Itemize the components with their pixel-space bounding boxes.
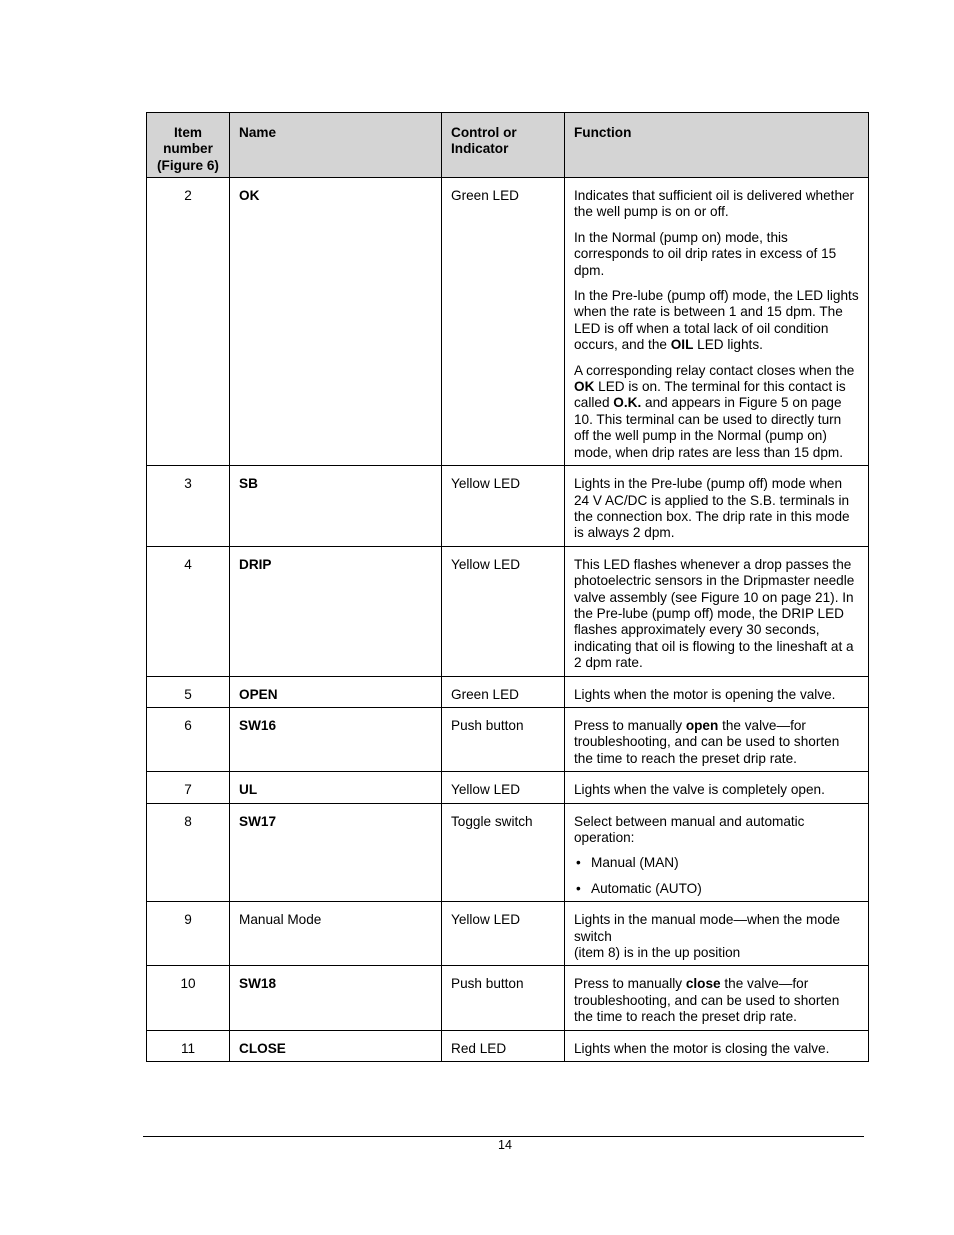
bullet-text: Manual (MAN) — [591, 855, 679, 871]
item-number-cell — [147, 772, 230, 803]
item-name: SW17 — [239, 813, 277, 829]
function-cell — [565, 902, 869, 966]
function-text-bold: OIL — [670, 337, 694, 353]
control-cell — [442, 803, 565, 902]
table-row — [147, 466, 869, 547]
item-name: SB — [239, 476, 258, 492]
function-text: A corresponding relay contact closes when the — [574, 362, 855, 378]
item-name: SW16 — [239, 717, 277, 733]
function-paragraph — [574, 976, 859, 1025]
control-cell — [442, 546, 565, 676]
control-cell — [442, 676, 565, 707]
name-cell — [230, 178, 442, 466]
header-name: Name — [230, 113, 442, 178]
function-cell — [565, 772, 869, 803]
name-cell — [230, 803, 442, 902]
item-number-cell — [147, 902, 230, 966]
function-text: Lights when the valve is completely open. — [574, 782, 825, 798]
function-paragraph — [574, 814, 859, 847]
function-text: In the Pre-lube (pump off) mode, the LED lights when the rate is between 1 and 15 dpm. The LED is off when a total lack of oil condition occurs, and the — [574, 288, 859, 353]
item-name: CLOSE — [239, 1040, 286, 1056]
function-text: Lights in the Pre-lube (pump off) mode when 24 V AC/DC is applied to the S.B. terminals in the connection box. The drip rate in this mode is always 2 dpm. — [574, 476, 850, 541]
table-row — [147, 546, 869, 676]
function-text: and appears in Figure 5 on page 10. This terminal can be used to directly turn off the well pump in the Normal (pump on) mode, when drip rates are less than 15 dpm. — [574, 395, 844, 460]
table-header-row — [147, 113, 869, 178]
header-control: Control or Indicator — [442, 113, 565, 178]
function-paragraph — [574, 782, 859, 798]
bullet-icon: • — [576, 880, 581, 896]
item-number-cell — [147, 178, 230, 466]
name-cell — [230, 902, 442, 966]
control-cell — [442, 966, 565, 1030]
control-type: Yellow LED — [451, 782, 521, 798]
item-number: 5 — [184, 686, 192, 702]
function-paragraph — [574, 1041, 859, 1057]
name-cell — [230, 966, 442, 1030]
name-cell — [230, 1030, 442, 1061]
item-number-cell — [147, 546, 230, 676]
function-cell — [565, 1030, 869, 1061]
item-name: Manual Mode — [239, 912, 322, 928]
control-type: Yellow LED — [451, 912, 521, 928]
control-cell — [442, 178, 565, 466]
function-paragraph — [574, 188, 859, 221]
control-type: Yellow LED — [451, 556, 521, 572]
list-item — [574, 855, 859, 871]
item-number-cell — [147, 707, 230, 771]
item-name: UL — [239, 782, 258, 798]
function-cell — [565, 546, 869, 676]
item-number: 2 — [184, 188, 192, 203]
control-type: Green LED — [451, 686, 520, 702]
function-text: This LED flashes whenever a drop passes the photoelectric sensors in the Dripmaster needle valve assembly (see Figure 10 on page 21). In the Pre-lube (pump off) mode, the DRIP LED flashes approximately every 30 seconds, indicating that oil is flowing to the lineshaft at a 2 dpm rate. — [574, 556, 855, 671]
function-paragraph — [574, 363, 859, 461]
item-name: OK — [239, 188, 260, 203]
item-number: 4 — [184, 556, 192, 572]
item-number: 3 — [184, 476, 192, 492]
control-cell — [442, 902, 565, 966]
function-text: Lights when the motor is opening the valve. — [574, 686, 836, 702]
function-text: Lights when the motor is closing the valve. — [574, 1040, 830, 1056]
function-paragraph — [574, 718, 859, 767]
name-cell — [230, 466, 442, 547]
function-cell — [565, 178, 869, 466]
list-item — [574, 881, 859, 897]
function-text: Lights in the manual mode—when the mode switch — [574, 912, 840, 944]
item-number-cell — [147, 966, 230, 1030]
function-paragraph — [574, 912, 859, 961]
function-text: the valve—for troubleshooting, and can be used to shorten the time to reach the preset drip rate. — [574, 717, 840, 766]
control-cell — [442, 466, 565, 547]
control-type: Toggle switch — [451, 813, 533, 829]
control-type: Push button — [451, 976, 524, 992]
function-cell — [565, 707, 869, 771]
function-text: In the Normal (pump on) mode, this corresponds to oil drip rates in excess of 15 dpm. — [574, 229, 837, 278]
header-function: Function — [565, 113, 869, 178]
function-text: Indicates that sufficient oil is delivered whether the well pump is on or off. — [574, 188, 855, 220]
item-number: 7 — [184, 782, 192, 798]
item-number-cell — [147, 803, 230, 902]
control-type: Yellow LED — [451, 476, 521, 492]
function-paragraph — [574, 476, 859, 542]
function-paragraph — [574, 230, 859, 279]
item-number: 10 — [180, 976, 196, 992]
bullet-icon: • — [576, 855, 581, 871]
item-name: DRIP — [239, 556, 272, 572]
item-number: 6 — [184, 717, 192, 733]
item-number-cell — [147, 1030, 230, 1061]
item-number-cell — [147, 676, 230, 707]
footer-rule — [143, 1136, 864, 1137]
function-text: LED lights. — [693, 337, 763, 353]
function-text: Press to manually — [574, 717, 686, 733]
name-cell — [230, 772, 442, 803]
table-row — [147, 707, 869, 771]
function-text: Press to manually — [574, 976, 686, 992]
item-number-cell — [147, 466, 230, 547]
table-row — [147, 772, 869, 803]
table-row — [147, 1030, 869, 1061]
function-bullet-list — [574, 855, 859, 897]
function-text-bold: O.K. — [613, 395, 642, 411]
bullet-text: Automatic (AUTO) — [591, 880, 702, 896]
table-row — [147, 676, 869, 707]
table-row — [147, 803, 869, 902]
function-paragraph — [574, 557, 859, 672]
function-cell — [565, 676, 869, 707]
item-number: 8 — [184, 813, 192, 829]
function-cell — [565, 466, 869, 547]
control-cell — [442, 707, 565, 771]
function-text-bold: close — [685, 976, 721, 992]
name-cell — [230, 676, 442, 707]
control-type: Green LED — [451, 188, 520, 203]
function-text: LED is on. The terminal for this contact is called — [574, 379, 846, 411]
item-name: OPEN — [239, 686, 278, 702]
function-cell — [565, 966, 869, 1030]
item-number: 9 — [184, 912, 192, 928]
function-paragraph — [574, 687, 859, 703]
function-text-bold: open — [685, 717, 719, 733]
table-row — [147, 966, 869, 1030]
item-number: 11 — [180, 1040, 196, 1056]
control-cell — [442, 1030, 565, 1061]
function-text: the valve—for troubleshooting, and can be used to shorten the time to reach the preset drip rate. — [574, 976, 840, 1025]
item-name: SW18 — [239, 976, 277, 992]
table-row — [147, 178, 869, 466]
page-number: 14 — [498, 1138, 512, 1152]
function-text: Select between manual and automatic operation: — [574, 813, 805, 845]
control-type: Red LED — [451, 1040, 507, 1056]
controls-table — [146, 112, 869, 1062]
header-item-number: Item number (Figure 6) — [147, 113, 230, 178]
name-cell — [230, 546, 442, 676]
function-cell — [565, 803, 869, 902]
table-row — [147, 902, 869, 966]
control-type: Push button — [451, 717, 524, 733]
function-paragraph — [574, 288, 859, 354]
name-cell — [230, 707, 442, 771]
control-cell — [442, 772, 565, 803]
function-text: (item 8) is in the up position — [574, 945, 741, 961]
function-text-bold: OK — [574, 379, 595, 395]
